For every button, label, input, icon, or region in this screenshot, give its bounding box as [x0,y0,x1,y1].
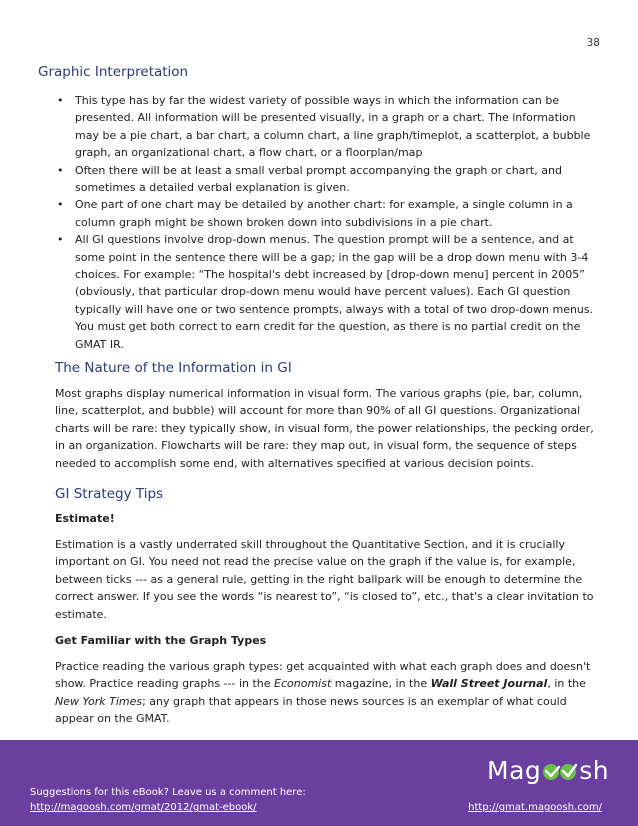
nyt-em: New York Times [55,694,143,708]
economist-em: Economist [274,677,332,691]
section-title: Graphic Interpretation [38,64,189,80]
nature-heading: The Nature of the Information in GI [55,360,292,376]
footer-suggestion-text: Suggestions for this eBook? Leave us a comment here: [30,787,306,798]
footer-ebook-link[interactable]: http://magoosh.com/gmat/2012/gmat-ebook/ [30,802,257,813]
bullet-list [55,92,603,353]
estimate-subheading: Estimate! [55,512,115,525]
footer-site-link[interactable]: http://gmat.magoosh.com/ [468,802,602,813]
bullet-item: • Often there will be at least a small verbal prompt accompanying the graph or chart, and sometimes a detailed verbal explanation is given. [55,162,603,197]
bullet-item: • One part of one chart may be detailed by another chart: for example, a single column in a column graph might be shown broken down into subdivisions in a pie chart. [55,196,603,231]
footer-band [0,740,638,826]
checkmark-oo-icon [542,759,578,783]
bullet-item: • This type has by far the widest variety of possible ways in which the information can be presented. All information will be presented visually, in a graph or a chart. The information may be a pie chart, a bar chart, a column chart, a line graph/timeplot, a scatterplot, a bubble graph, an organizational chart, a flow chart, or a floorplan/map [55,92,603,162]
page-number: 38 [586,37,600,49]
familiar-subheading: Get Familiar with the Graph Types [55,634,267,647]
bullet-item: • All GI questions involve drop-down menus. The question prompt will be a sentence, and at some point in the sentence there will be a gap; in the gap will be a drop down menu with 3-4 choices. For example: “The hospital's debt increased by [drop-down menu] percent in 2005” (obviously, that particular drop-down menu would have percent values). Each GI question typically will have one or two sentence prompts, always with a total of two drop-down menus. You must get both correct to earn credit for the question, as there is no partial credit on the GMAT IR. [55,231,603,353]
magoosh-logo: Mag sh [487,756,610,785]
wsj-em: Wall Street Journal [430,677,548,691]
nature-paragraph: Most graphs display numerical information in visual form. The various graphs (pie, bar, column, line, scatterplot, and bubble) will account for more than 90% of all GI questions. Organizational charts will be rare: they typically show, in visual form, the power relationships, the pecking order, in an organization. Flowcharts will be rare: they map out, in visual form, the sequence of steps needed to accomplish some end, with alternatives specified at various decision points. [55,387,594,470]
tips-heading: GI Strategy Tips [55,486,164,502]
estimate-paragraph: Estimation is a vastly underrated skill throughout the Quantitative Section, and it is crucially important on GI. You need not read the precise value on the graph if the value is, for example, between ticks --- as a general rule, getting in the right ballpark will be enough to determine the correct answer. If you see the words “is nearest to”, “is closed to”, etc., that's a clear invitation to estimate. [55,538,594,621]
familiar-paragraph: Practice reading the various graph types: get acquainted with what each graph does and doesn't show. Practice reading graphs --- in the Economist magazine, in the Wall Street Journal, in the New York Times; any graph that appears in those news sources is an exemplar of what could appear on the GMAT. [55,660,591,726]
